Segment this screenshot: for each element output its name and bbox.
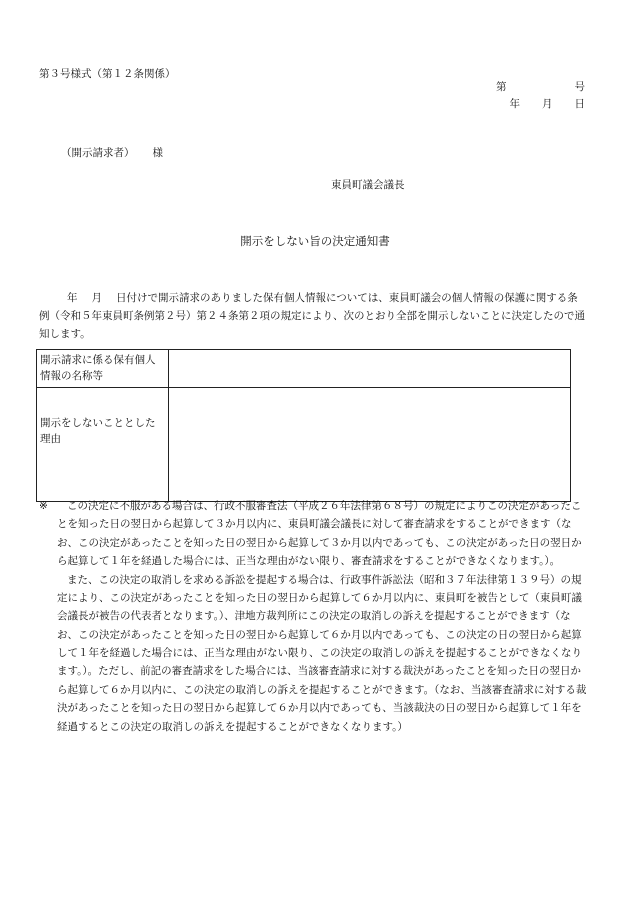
date-year: 年 xyxy=(509,98,520,110)
body-text: 日付けで開示請求のありました保有個人情報については、東員町議会の個人情報の保護に関する条例（令和５年東員町条例第２号）第２４条第２項の規定により、次のとおり全部を開示しないことに決定したので通知します。 xyxy=(39,292,585,341)
form-number-label: 第３号様式（第１２条関係） xyxy=(39,68,176,80)
recipient-line xyxy=(61,145,163,162)
note-paragraph-appeal: この決定に不服がある場合は、行政不服審査法（平成２６年法律第６８号）の規定によりこの決定があったことを知った日の翌日から起算して３か月以内に、東員町議会議長に対して審査請求をすることができます（なお、この決定があったことを知った日の翌日から起算して３か月以内であっても、この決定があった日の翌日から起算して１年を経過した場合には、正当な理由がない限り、審査請求をすることができなくなります。）。 xyxy=(57,500,582,568)
body-date-month: 月 xyxy=(91,292,102,304)
note-paragraph-lawsuit: また、この決定の取消しを求める訴訟を提起する場合は、行政事件訴訟法（昭和３７年法律第１３９号）の規定により、この決定があったことを知った日の翌日から起算して６か月以内に、東員町を被告として（東員町議会議長が被告の代表者となります。）、津地方裁判所にこの決定の取消しの訴えを提起することができます（なお、この決定があったことを知った日の翌日から起算して６か月以内であっても、この決定の日の翌日から起算して１年を経過した場合には、正当な理由がない限り、この決定の取消しの訴えを提起することができなくなります。）。ただし、前記の審査請求をした場合には、当該審査請求に対する裁決があったことを知った日の翌日から起算して６か月以内に、この決定の取消しの訴えを提起することができます。（なお、当該審査請求に対する裁決があったことを知った日の翌日から起算して６か月以内であっても、当該裁決の日の翌日から起算して１年を経過するとこの決定の取消しの訴えを提起することができなくなります。） xyxy=(57,573,587,733)
recipient-label: （開示請求者） xyxy=(61,147,135,159)
date-month: 月 xyxy=(542,98,553,110)
table-row xyxy=(37,387,571,501)
table-value-reason xyxy=(169,387,571,501)
table-value-info-name xyxy=(169,350,571,388)
document-date xyxy=(510,96,586,113)
document-title: 開示をしない旨の決定通知書 xyxy=(240,234,390,248)
body-paragraph xyxy=(39,289,587,343)
sender-name: 東員町議会議長 xyxy=(331,179,405,191)
table-row xyxy=(37,350,571,388)
recipient-honorific: 様 xyxy=(152,147,163,159)
document-number xyxy=(496,79,585,96)
body-date-year: 年 xyxy=(67,292,78,304)
note-mark: ※ xyxy=(39,500,48,512)
info-table xyxy=(36,349,571,502)
table-label-reason: 開示をしないこととした理由 xyxy=(37,387,169,501)
notes-section xyxy=(39,497,587,736)
date-day: 日 xyxy=(574,98,585,110)
doc-number-suffix: 号 xyxy=(574,81,585,93)
doc-number-prefix: 第 xyxy=(496,81,507,93)
table-label-info-name: 開示請求に係る保有個人情報の名称等 xyxy=(37,350,169,388)
